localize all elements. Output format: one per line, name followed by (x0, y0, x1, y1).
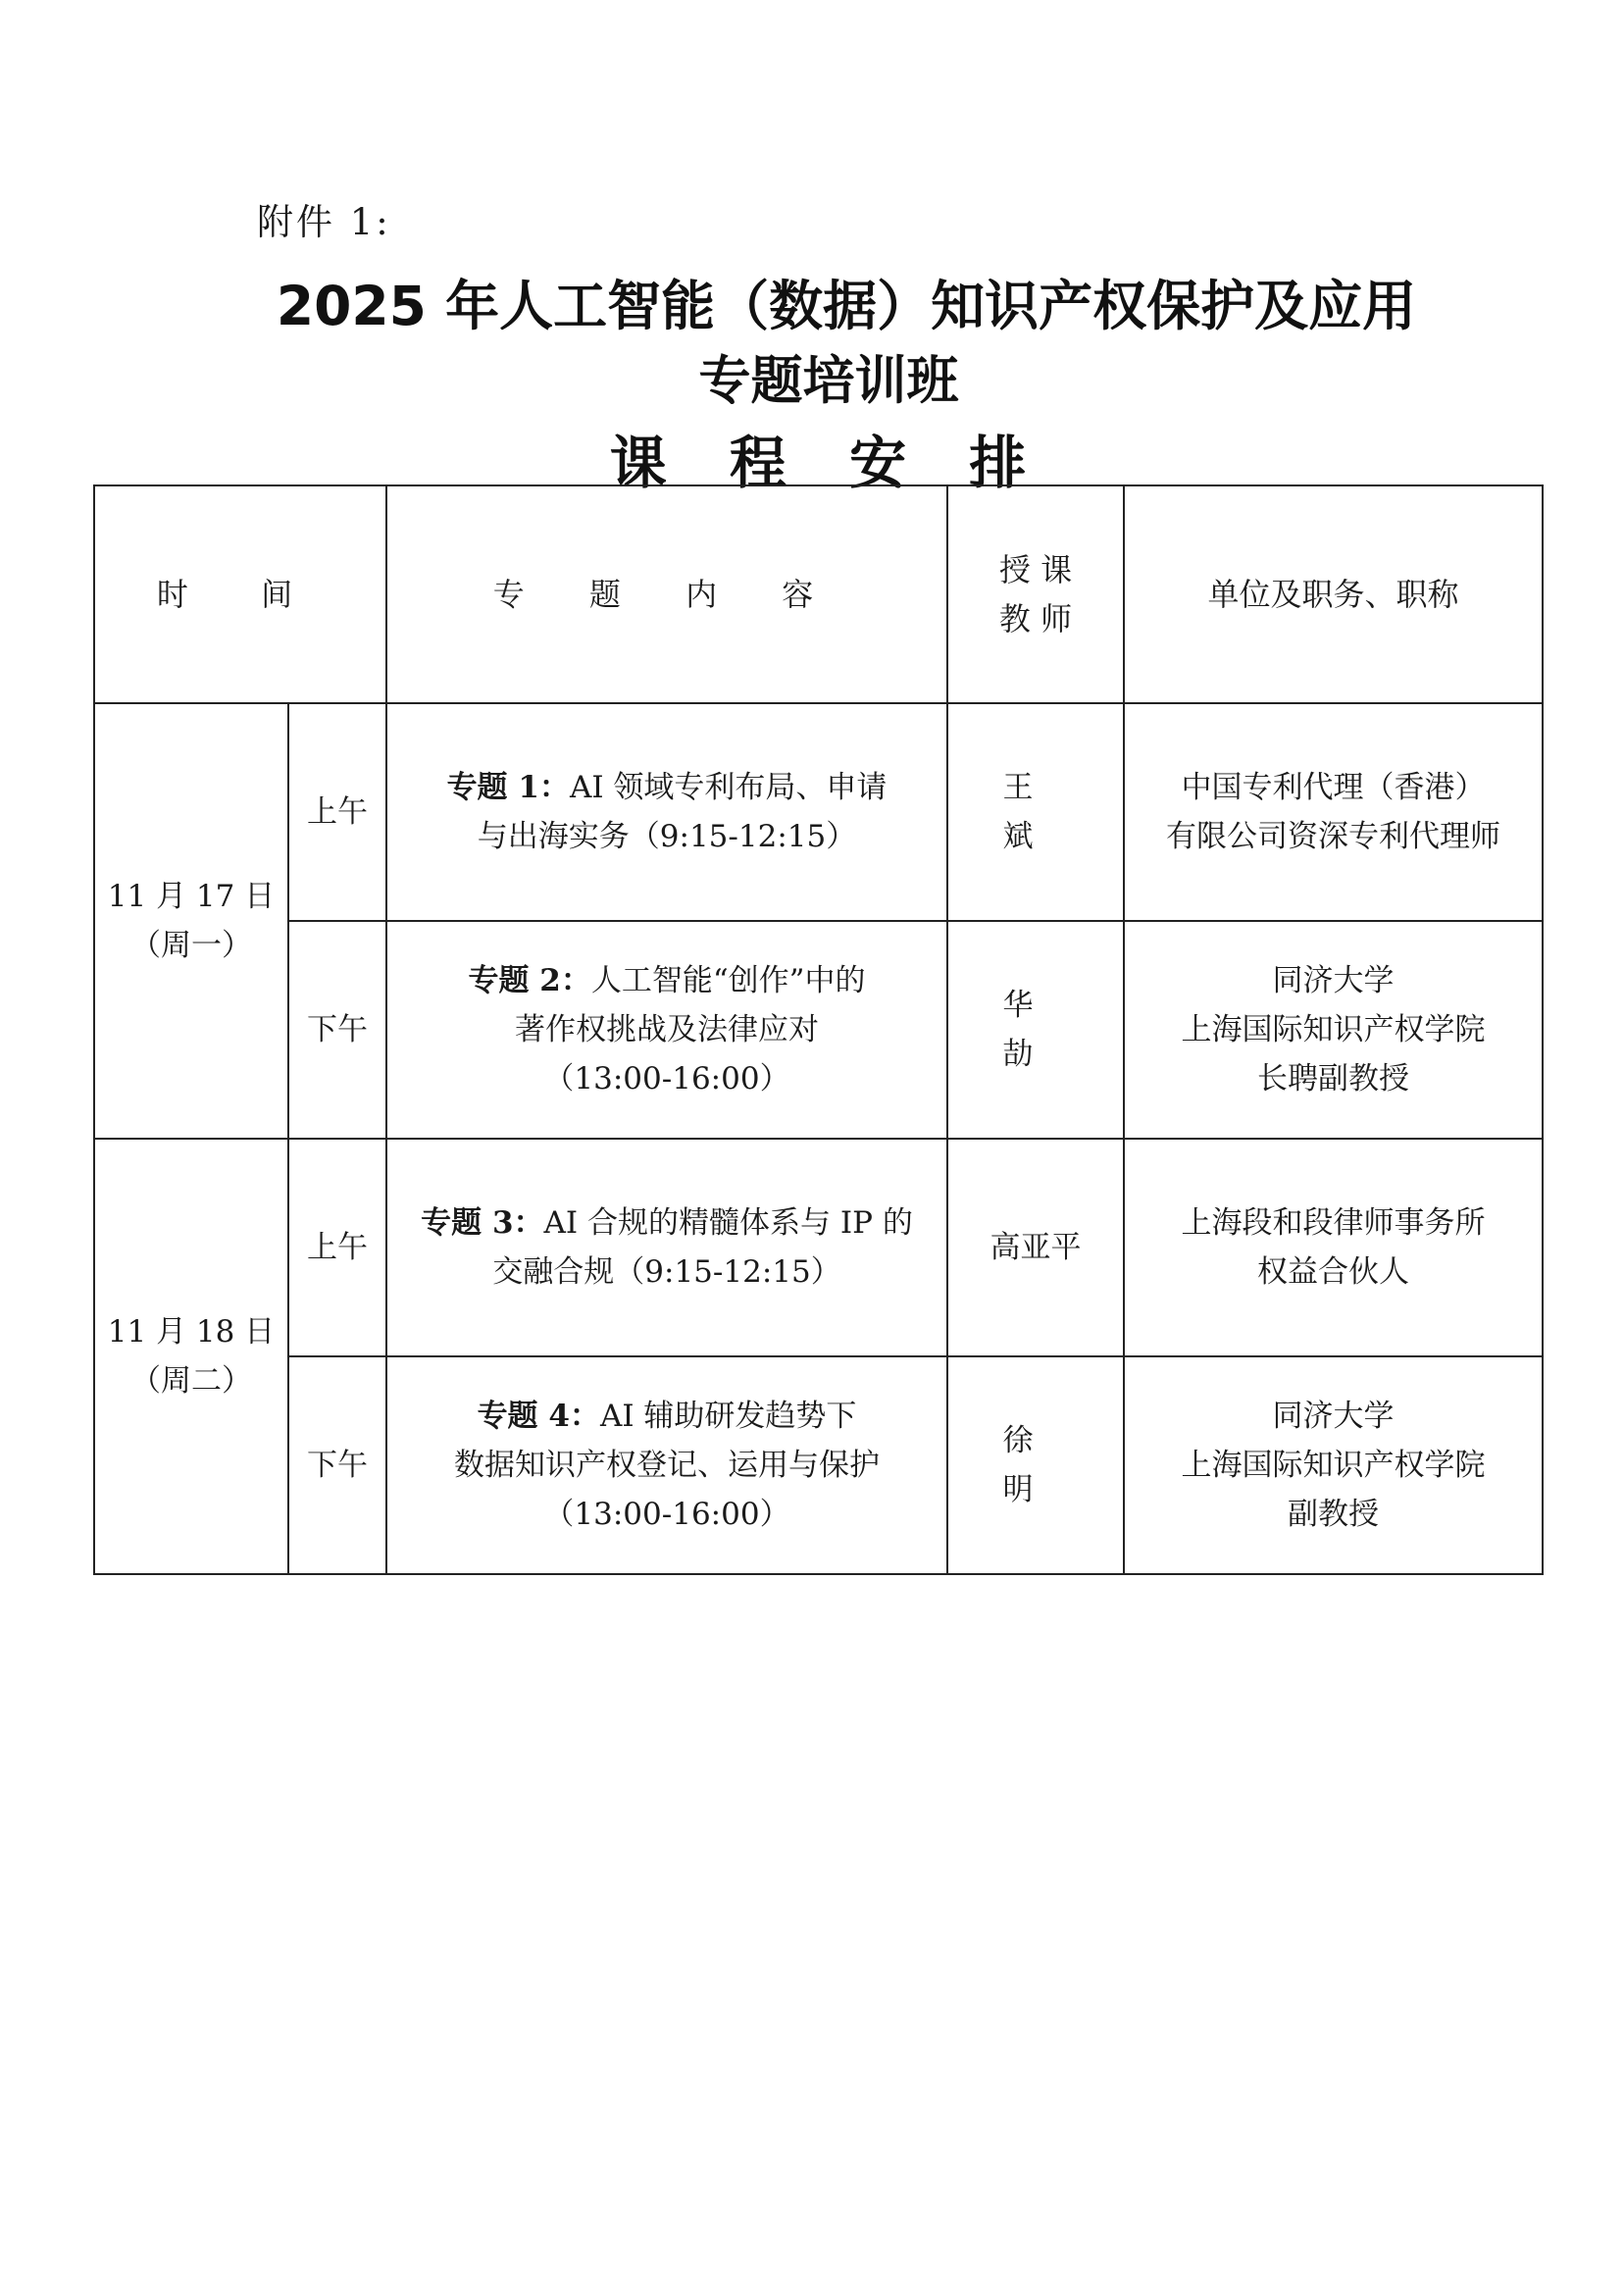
topic-line1: AI 合规的精髓体系与 IP 的 (543, 1205, 913, 1241)
topic-line1: AI 辅助研发趋势下 (599, 1399, 857, 1434)
date-text: 11 月 18 日 (107, 1314, 276, 1350)
unit-line1: 同济大学 (1272, 963, 1395, 998)
unit-cell (1124, 703, 1543, 921)
topic-number: 专题 3： (421, 1205, 544, 1241)
period-cell: 下午 (288, 921, 386, 1139)
attachment-label: 附件 1: (257, 201, 391, 243)
weekday-text: （周二） (130, 1363, 252, 1399)
header-teacher-line2: 教 师 (998, 600, 1073, 637)
topic-cell (386, 1356, 947, 1574)
teacher-cell: 华 劼 (947, 921, 1124, 1139)
unit-cell (1124, 921, 1543, 1139)
unit-line3: 长聘副教授 (1257, 1061, 1409, 1096)
unit-line2: 有限公司资深专利代理师 (1166, 819, 1500, 854)
table-header-row (94, 485, 1543, 703)
topic-line3: （13:00-16:00） (543, 1061, 790, 1096)
table-row (94, 1139, 1543, 1356)
topic-number: 专题 1： (446, 770, 570, 805)
table-row (94, 703, 1543, 921)
course-schedule-table (93, 484, 1544, 1575)
unit-line2: 权益合伙人 (1257, 1254, 1409, 1290)
document-title-line1: 2025 年人工智能（数据）知识产权保护及应用 (276, 275, 1417, 337)
topic-line2: 与出海实务（9:15-12:15） (477, 819, 857, 854)
topic-line2: 交融合规（9:15-12:15） (492, 1254, 841, 1290)
topic-line3: （13:00-16:00） (543, 1497, 790, 1532)
unit-line2: 上海国际知识产权学院 (1181, 1012, 1486, 1047)
teacher-cell: 王 斌 (947, 703, 1124, 921)
topic-cell (386, 1139, 947, 1356)
period-cell: 上午 (288, 1139, 386, 1356)
unit-line3: 副教授 (1288, 1497, 1379, 1532)
topic-cell (386, 921, 947, 1139)
date-cell (94, 1139, 288, 1574)
header-teacher (947, 485, 1124, 703)
topic-number: 专题 4： (477, 1399, 600, 1434)
document-title-line2: 专题培训班 (698, 351, 959, 411)
topic-line1: 人工智能“创作”中的 (590, 963, 866, 998)
header-teacher-line1: 授 课 (998, 551, 1073, 588)
teacher-cell: 高亚平 (947, 1139, 1124, 1356)
unit-line1: 上海段和段律师事务所 (1181, 1205, 1486, 1241)
header-time: 时 间 (94, 485, 386, 703)
header-unit: 单位及职务、职称 (1124, 485, 1543, 703)
weekday-text: （周一） (130, 928, 252, 963)
topic-line2: 数据知识产权登记、运用与保护 (454, 1448, 880, 1483)
unit-cell (1124, 1139, 1543, 1356)
document-title-line3: 课 程 安 排 (609, 430, 1048, 496)
table-row (94, 921, 1543, 1139)
period-cell: 上午 (288, 703, 386, 921)
topic-line2: 著作权挑战及法律应对 (515, 1012, 819, 1047)
header-topic: 专 题 内 容 (386, 485, 947, 703)
period-cell: 下午 (288, 1356, 386, 1574)
date-text: 11 月 17 日 (107, 879, 276, 914)
unit-line1: 中国专利代理（香港） (1181, 770, 1486, 805)
unit-line1: 同济大学 (1272, 1399, 1395, 1434)
table-row (94, 1356, 1543, 1574)
date-cell (94, 703, 288, 1139)
topic-line1: AI 领域专利布局、申请 (569, 770, 888, 805)
topic-number: 专题 2： (468, 963, 591, 998)
teacher-cell: 徐 明 (947, 1356, 1124, 1574)
topic-cell (386, 703, 947, 921)
unit-cell (1124, 1356, 1543, 1574)
unit-line2: 上海国际知识产权学院 (1181, 1448, 1486, 1483)
